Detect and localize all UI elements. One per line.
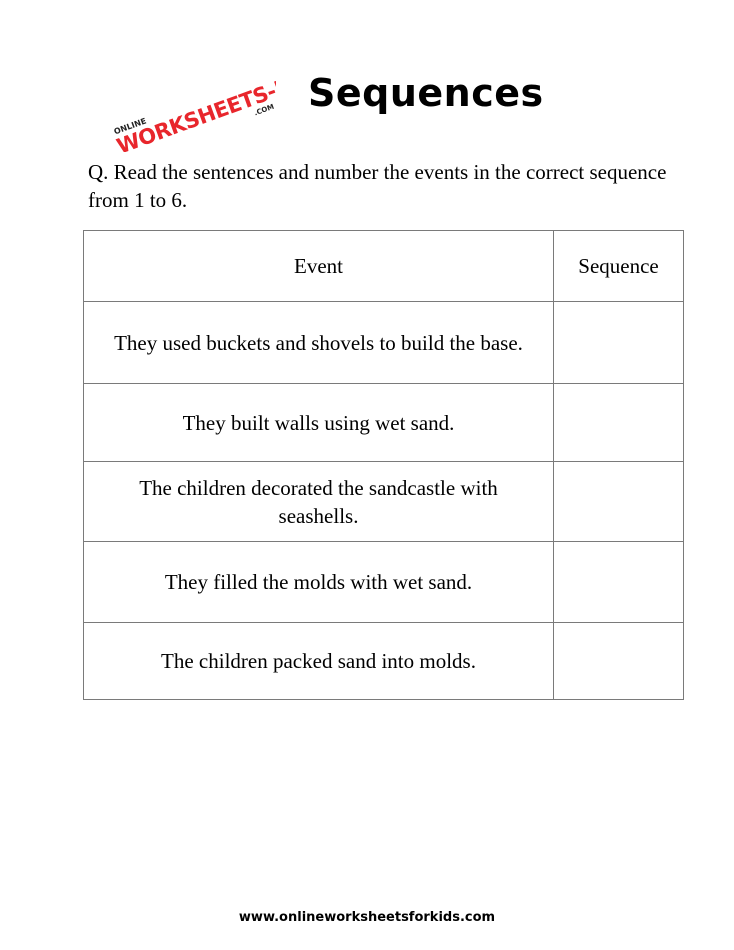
event-cell: The children decorated the sandcastle with seashells. — [84, 462, 554, 542]
svg-text:.COM: .COM — [253, 102, 276, 118]
worksheets-kids-logo-graphic — [86, 52, 276, 152]
sequence-answer-cell[interactable] — [554, 542, 684, 623]
sequence-answer-cell[interactable] — [554, 384, 684, 462]
sequence-answer-cell[interactable] — [554, 302, 684, 384]
event-cell: They used buckets and shovels to build the base. — [84, 302, 554, 384]
table-row — [84, 623, 684, 700]
table-row — [84, 542, 684, 623]
sequence-answer-cell[interactable] — [554, 462, 684, 542]
question-instruction: Q. Read the sentences and number the events in the correct sequence from 1 to 6. — [88, 160, 667, 212]
sequence-answer-cell[interactable] — [554, 623, 684, 700]
event-cell: The children packed sand into molds. — [84, 623, 554, 700]
footer-website: www.onlineworksheetsforkids.com — [238, 910, 496, 925]
table-row — [84, 302, 684, 384]
site-logo — [86, 52, 276, 152]
svg-text:ONLINE: ONLINE — [112, 116, 148, 137]
svg-text:WORKSHEETS-KIDS: WORKSHEETS-KIDS — [113, 60, 276, 152]
page-title: Sequences — [308, 71, 544, 115]
sequence-table — [83, 230, 684, 700]
event-cell: They built walls using wet sand. — [84, 384, 554, 462]
table-row — [84, 462, 684, 542]
table-row — [84, 384, 684, 462]
header-event: Event — [84, 231, 554, 302]
header-sequence: Sequence — [554, 231, 684, 302]
event-cell: They filled the molds with wet sand. — [84, 542, 554, 623]
table-header-row — [84, 231, 684, 302]
